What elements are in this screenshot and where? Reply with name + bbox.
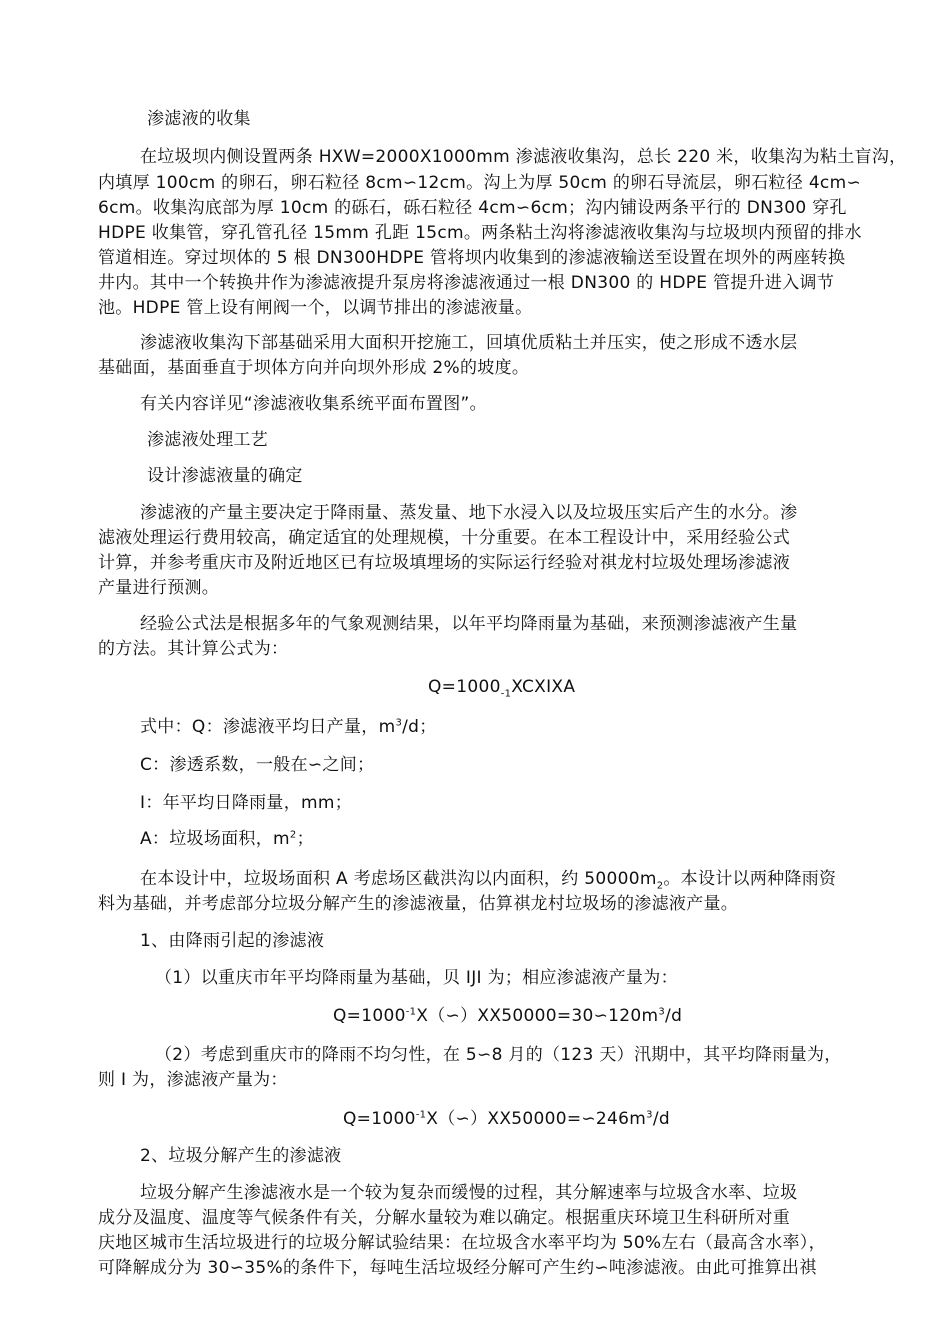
heading-treatment-process: 渗滤液处理工艺 [147, 430, 269, 450]
definition-a: A：垃圾场面积，$m^2$； [140, 829, 314, 849]
paragraph-reference: 有关内容详见“渗滤液收集系统平面布置图”。 [140, 394, 487, 414]
section-decomposition-leachate: 2、垃圾分解产生的渗滤液 [140, 1146, 342, 1166]
item-annual-rainfall: （1）以重庆市年平均降雨量为基础，贝 IJI 为；相应渗滤液产量为： [155, 968, 678, 988]
heading-leachate-collection: 渗滤液的收集 [147, 109, 251, 129]
definition-i: I：年平均日降雨量，mm； [140, 793, 353, 813]
document-page: 渗滤液的收集 在垃圾坝内侧设置两条 HXW=2000X1000mm 渗滤液收集沟，总长 220 米，收集沟为粘土盲沟， 内填厚 100cm 的卵石，卵石粒径 8cm∽12cm。沟上为厚 50cm 的卵石导流层，卵石粒径 4cm∽ 6cm。收集沟底部为厚 10cm 的砾石，砾石粒径 4cm∽6cm；沟内铺设两条平行的 DN300 穿孔 HDPE 收集管，穿孔管孔径 15mm 孔距 15cm。两条粘土沟将渗滤液收集沟与垃圾坝内预留的排水 管道相连。穿过坝体的 5 根 DN300HDPE 管将坝内收集到的渗滤液输送至设置在坝外的两座转换 井内。其中一个转换井作为渗滤液提升泵房将渗滤液通过一根 DN300 的 HDPE 管提升进入调节 池。HDPE 管上设有闸阀一个，以调节排出的渗滤液量。 渗滤液收集沟下部基础采用大面积开挖施工，回填优质粘土并压实，使之形成不透水层 基础面，基面垂直于坝体方向并向坝外形成 2%的坡度。 有关内容详见“渗滤液收集系统平面布置图”。 渗滤液处理工艺 设计渗滤液量的确定 渗滤液的产量主要决定于降雨量、蒸发量、地下水浸入以及垃圾压实后产生的水分。渗 滤液处理运行费用较高，确定适宜的处理规模，十分重要。在本工程设计中，采用经验公式 计算，并参考重庆市及附近地区已有垃圾填埋场的实际运行经验对祺龙村垃圾处理场渗滤液 产量进行预测。 经验公式法是根据多年的气象观测结果，以年平均降雨量为基础，来预测渗滤液产生量 的方法。其计算公式为： $Q=1000_{-1}XCXIXA$ 式中：Q：渗滤液平均日产量，$m^3/d$； C：渗透系数，一般在∽之间； I：年平均日降雨量，mm； A：垃圾场面积，$m^2$； 在本设计中，垃圾场面积 A 考虑场区截洪沟以内面积，约 $50000m_2$。本设计以两种降雨资 料为基础，并考虑部分垃圾分解产生的渗滤液量，估算祺龙村垃圾场的渗滤液产量。 1、由降雨引起的渗滤液 （1）以重庆市年平均降雨量为基础，贝 IJI 为；相应渗滤液产量为： $Q=1000^{-1}X(∽)XX50000=30∽120m^3/d$ （2）考虑到重庆市的降雨不均匀性，在 5∽8 月的（123 天）汛期中，其平均降雨量为， 则 I 为，渗滤液产量为： $Q=1000^{-1}X(∽)XX50000=∽246m^3/d$ 2、垃圾分解产生的渗滤液 垃圾分解产生渗滤液水是一个较为复杂而缓慢的过程，其分解速率与垃圾含水率、垃圾 成分及温度、温度等气候条件有关，分解水量较为难以确定。根据重庆环境卫生科研所对重 庆地区城市生活垃圾进行的垃圾分解试验结果：在垃圾含水率平均为 50%左右（最高含水率）， 可降解成分为 30∽35%的条件下，每吨生活垃圾经分解可产生约∽吨渗滤液。由此可推算出祺 [98, 109, 907, 1278]
definition-c: C：渗透系数，一般在∽之间； [140, 755, 375, 775]
formula-flood-season: $Q=1000^{-1}X(∽)XX50000=∽246m^3/d$ [343, 1109, 670, 1129]
section-rainfall-leachate: 1、由降雨引起的渗滤液 [140, 931, 325, 951]
formula-annual: $Q=1000^{-1}X(∽)XX50000=30∽120m^3/d$ [333, 1006, 683, 1026]
formula-main: $Q=1000_{-1}XCXIXA$ [428, 677, 576, 700]
definition-q: 式中：Q：渗滤液平均日产量，$m^3/d$； [140, 717, 437, 737]
heading-design-volume: 设计渗滤液量的确定 [147, 466, 303, 486]
